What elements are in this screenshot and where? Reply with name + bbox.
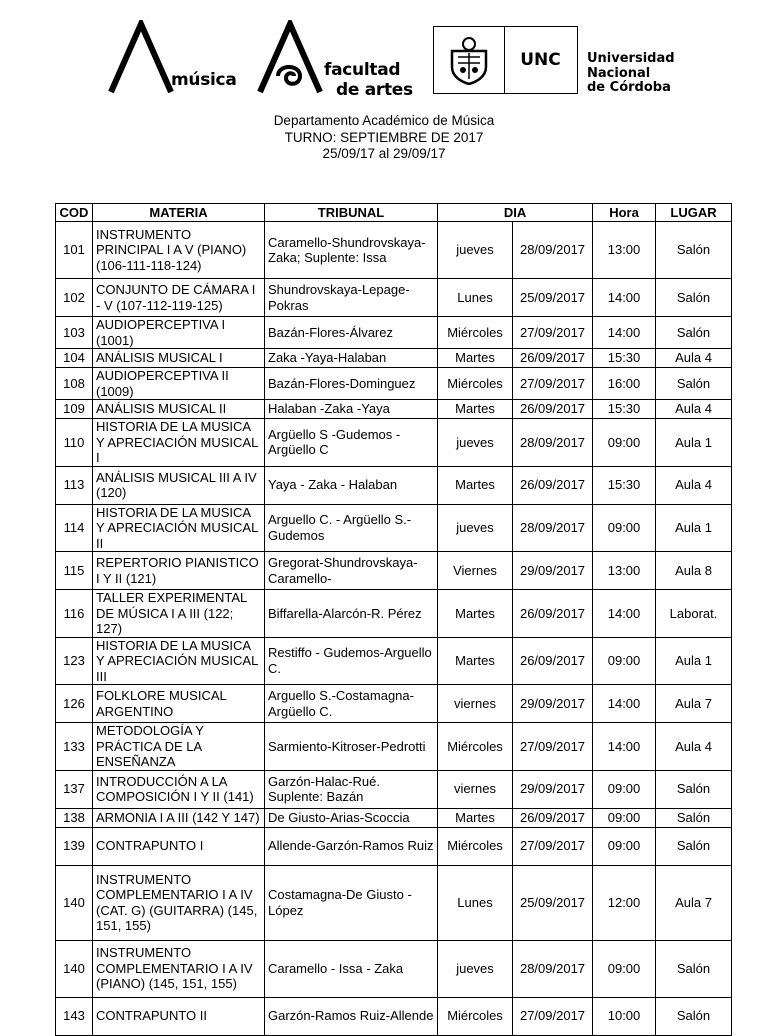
cell-fecha: 26/09/2017 (513, 590, 593, 638)
cell-hora: 13:00 (593, 552, 656, 590)
university-name-line: Universidad (587, 51, 675, 66)
table-row (56, 940, 732, 997)
cell-cod: 116 (56, 590, 93, 638)
cell-lugar: Salón (656, 808, 732, 827)
table-header-row (56, 204, 732, 222)
cell-cod: 140 (56, 865, 93, 940)
cell-cod: 143 (56, 997, 93, 1035)
cell-cod: 114 (56, 504, 93, 552)
cell-fecha: 27/09/2017 (513, 368, 593, 400)
cell-dia: Martes (438, 590, 513, 638)
cell-lugar: Aula 4 (656, 466, 732, 504)
header-materia: MATERIA (93, 204, 265, 222)
cell-lugar: Salón (656, 279, 732, 317)
cell-lugar: Aula 7 (656, 685, 732, 723)
cell-tribunal: Caramello-Shundrovskaya-Zaka; Suplente: Issa (265, 222, 438, 279)
cell-hora: 10:00 (593, 997, 656, 1035)
table-row (56, 770, 732, 808)
cell-materia: METODOLOGÍA Y PRÁCTICA DE LA ENSEÑANZA (93, 723, 265, 771)
turn-title: TURNO: SEPTIEMBRE DE 2017 (284, 129, 484, 145)
date-range: 25/09/17 al 29/09/17 (322, 146, 446, 161)
table-row (56, 865, 732, 940)
cell-tribunal: Zaka -Yaya-Halaban (265, 349, 438, 368)
cell-tribunal: Restiffo - Gudemos-Arguello C. (265, 637, 438, 685)
cell-hora: 09:00 (593, 827, 656, 865)
logo-musica-text: música (171, 70, 237, 90)
cell-fecha: 26/09/2017 (513, 400, 593, 419)
cell-lugar: Salón (656, 317, 732, 349)
cell-fecha: 26/09/2017 (513, 637, 593, 685)
cell-hora: 14:00 (593, 590, 656, 638)
cell-hora: 09:00 (593, 637, 656, 685)
cell-hora: 14:00 (593, 723, 656, 771)
cell-materia: INSTRUMENTO COMPLEMENTARIO I A IV (CAT. G) (GUITARRA) (145, 151, 155) (93, 865, 265, 940)
unc-abbreviation: UNC (520, 50, 561, 70)
cell-lugar: Salón (656, 997, 732, 1035)
letter-a-logo-icon (107, 20, 177, 96)
cell-hora: 15:30 (593, 466, 656, 504)
cell-dia: Viernes (438, 552, 513, 590)
cell-materia: CONJUNTO DE CÁMARA I - V (107-112-119-125) (93, 279, 265, 317)
cell-materia: FOLKLORE MUSICAL ARGENTINO (93, 685, 265, 723)
cell-lugar: Salón (656, 940, 732, 997)
cell-hora: 13:00 (593, 222, 656, 279)
university-name-line: Nacional (587, 65, 651, 81)
table-row (56, 827, 732, 865)
exam-schedule-table (55, 203, 732, 1036)
logo-unc (433, 26, 578, 94)
cell-fecha: 26/09/2017 (513, 466, 593, 504)
cell-fecha: 29/09/2017 (513, 770, 593, 808)
cell-dia: jueves (438, 940, 513, 997)
cell-fecha: 28/09/2017 (513, 419, 593, 467)
cell-hora: 15:30 (593, 349, 656, 368)
logo-facultad-de-artes (256, 20, 416, 100)
cell-fecha: 25/09/2017 (513, 865, 593, 940)
table-body (56, 222, 732, 1036)
header-cod: COD (56, 204, 93, 222)
cell-dia: Miércoles (438, 827, 513, 865)
cell-materia: ANÁLISIS MUSICAL I (93, 349, 265, 368)
department-title: Departamento Académico de Música (273, 113, 495, 128)
table-row (56, 637, 732, 685)
cell-lugar: Aula 7 (656, 865, 732, 940)
cell-fecha: 27/09/2017 (513, 997, 593, 1035)
cell-tribunal: Bazán-Flores-Dominguez (265, 368, 438, 400)
cell-lugar: Aula 8 (656, 552, 732, 590)
cell-dia: Miércoles (438, 317, 513, 349)
cell-cod: 101 (56, 222, 93, 279)
coat-of-arms-icon (446, 35, 492, 85)
table-row (56, 552, 732, 590)
cell-cod: 104 (56, 349, 93, 368)
cell-tribunal: Shundrovskaya-Lepage-Pokras (265, 279, 438, 317)
cell-lugar: Laborat. (656, 590, 732, 638)
cell-cod: 108 (56, 368, 93, 400)
table-row (56, 590, 732, 638)
cell-cod: 139 (56, 827, 93, 865)
cell-fecha: 26/09/2017 (513, 349, 593, 368)
cell-dia: Miércoles (438, 368, 513, 400)
cell-materia: HISTORIA DE LA MUSICA Y APRECIACIÓN MUSICAL I (93, 419, 265, 467)
cell-lugar: Aula 4 (656, 400, 732, 419)
cell-tribunal: Yaya - Zaka - Halaban (265, 466, 438, 504)
cell-dia: viernes (438, 685, 513, 723)
cell-cod: 103 (56, 317, 93, 349)
cell-cod: 109 (56, 400, 93, 419)
cell-tribunal: Gregorat-Shundrovskaya-Caramello- (265, 552, 438, 590)
cell-hora: 15:30 (593, 400, 656, 419)
table-row (56, 368, 732, 400)
cell-fecha: 28/09/2017 (513, 222, 593, 279)
cell-materia: TALLER EXPERIMENTAL DE MÚSICA I A III (122; 127) (93, 590, 265, 638)
table-row (56, 997, 732, 1035)
cell-lugar: Aula 4 (656, 349, 732, 368)
cell-hora: 14:00 (593, 279, 656, 317)
cell-dia: Miércoles (438, 997, 513, 1035)
header-hora: Hora (593, 204, 656, 222)
cell-dia: Martes (438, 349, 513, 368)
cell-dia: Miércoles (438, 723, 513, 771)
cell-cod: 137 (56, 770, 93, 808)
cell-tribunal: Costamagna-De Giusto - López (265, 865, 438, 940)
cell-lugar: Salón (656, 222, 732, 279)
logo-artes-line2: de artes (336, 80, 413, 100)
cell-fecha: 29/09/2017 (513, 685, 593, 723)
header-lugar: LUGAR (656, 204, 732, 222)
header-dia: DIA (438, 204, 593, 222)
cell-cod: 126 (56, 685, 93, 723)
cell-materia: HISTORIA DE LA MUSICA Y APRECIACIÓN MUSICAL II (93, 504, 265, 552)
cell-dia: Martes (438, 400, 513, 419)
table-row (56, 349, 732, 368)
cell-materia: CONTRAPUNTO I (93, 827, 265, 865)
cell-dia: Lunes (438, 865, 513, 940)
letter-a-swirl-logo-icon (256, 20, 328, 96)
cell-dia: viernes (438, 770, 513, 808)
cell-dia: jueves (438, 222, 513, 279)
cell-tribunal: Garzón-Halac-Rué. Suplente: Bazán (265, 770, 438, 808)
table-row (56, 466, 732, 504)
table-row (56, 808, 732, 827)
cell-tribunal: Allende-Garzón-Ramos Ruiz (265, 827, 438, 865)
cell-tribunal: Halaban -Zaka -Yaya (265, 400, 438, 419)
cell-lugar: Salón (656, 770, 732, 808)
cell-hora: 14:00 (593, 317, 656, 349)
cell-tribunal: Garzón-Ramos Ruiz-Allende (265, 997, 438, 1035)
cell-fecha: 25/09/2017 (513, 279, 593, 317)
cell-lugar: Salón (656, 827, 732, 865)
cell-tribunal: Bazán-Flores-Álvarez (265, 317, 438, 349)
table-row (56, 723, 732, 771)
unc-seal (434, 27, 505, 93)
cell-cod: 133 (56, 723, 93, 771)
table-row (56, 317, 732, 349)
table-row (56, 685, 732, 723)
cell-fecha: 27/09/2017 (513, 723, 593, 771)
logo-musica (107, 20, 247, 96)
cell-dia: Martes (438, 466, 513, 504)
cell-materia: AUDIOPERCEPTIVA II (1009) (93, 368, 265, 400)
cell-hora: 12:00 (593, 865, 656, 940)
cell-dia: jueves (438, 504, 513, 552)
cell-hora: 16:00 (593, 368, 656, 400)
cell-cod: 115 (56, 552, 93, 590)
document-title (184, 113, 584, 163)
cell-cod: 110 (56, 419, 93, 467)
cell-lugar: Salón (656, 368, 732, 400)
table-row (56, 222, 732, 279)
cell-materia: ANÁLISIS MUSICAL II (93, 400, 265, 419)
cell-tribunal: Arguello C. - Argüello S.- Gudemos (265, 504, 438, 552)
cell-fecha: 26/09/2017 (513, 808, 593, 827)
cell-fecha: 28/09/2017 (513, 504, 593, 552)
cell-dia: Martes (438, 637, 513, 685)
cell-hora: 09:00 (593, 419, 656, 467)
cell-cod: 113 (56, 466, 93, 504)
cell-fecha: 28/09/2017 (513, 940, 593, 997)
cell-hora: 09:00 (593, 808, 656, 827)
cell-materia: HISTORIA DE LA MUSICA Y APRECIACIÓN MUSICAL III (93, 637, 265, 685)
cell-tribunal: Arguello S.-Costamagna-Argüello C. (265, 685, 438, 723)
cell-lugar: Aula 4 (656, 723, 732, 771)
cell-lugar: Aula 1 (656, 419, 732, 467)
cell-hora: 09:00 (593, 504, 656, 552)
university-name (587, 52, 675, 96)
cell-tribunal: Argüello S -Gudemos - Argüello C (265, 419, 438, 467)
cell-dia: Martes (438, 808, 513, 827)
cell-dia: Lunes (438, 279, 513, 317)
table-row (56, 419, 732, 467)
cell-lugar: Aula 1 (656, 504, 732, 552)
cell-fecha: 27/09/2017 (513, 827, 593, 865)
cell-materia: INSTRUMENTO PRINCIPAL I A V (PIANO) (106-111-118-124) (93, 222, 265, 279)
university-name-line: de Córdoba (587, 80, 671, 95)
cell-lugar: Aula 1 (656, 637, 732, 685)
cell-materia: ANÁLISIS MUSICAL III A IV (120) (93, 466, 265, 504)
cell-cod: 138 (56, 808, 93, 827)
cell-tribunal: Biffarella-Alarcón-R. Pérez (265, 590, 438, 638)
cell-hora: 09:00 (593, 770, 656, 808)
cell-dia: jueves (438, 419, 513, 467)
cell-materia: INTRODUCCIÓN A LA COMPOSICIÓN I Y II (141) (93, 770, 265, 808)
table-row (56, 400, 732, 419)
cell-materia: INSTRUMENTO COMPLEMENTARIO I A IV (PIANO) (145, 151, 155) (93, 940, 265, 997)
cell-materia: AUDIOPERCEPTIVA I (1001) (93, 317, 265, 349)
cell-tribunal: Caramello - Issa - Zaka (265, 940, 438, 997)
cell-hora: 14:00 (593, 685, 656, 723)
cell-hora: 09:00 (593, 940, 656, 997)
table-row (56, 279, 732, 317)
cell-cod: 123 (56, 637, 93, 685)
header-tribunal: TRIBUNAL (265, 204, 438, 222)
cell-fecha: 27/09/2017 (513, 317, 593, 349)
cell-tribunal: De Giusto-Arias-Scoccia (265, 808, 438, 827)
cell-materia: REPERTORIO PIANISTICO I Y II (121) (93, 552, 265, 590)
cell-cod: 102 (56, 279, 93, 317)
cell-fecha: 29/09/2017 (513, 552, 593, 590)
cell-materia: ARMONIA I A III (142 Y 147) (93, 808, 265, 827)
cell-tribunal: Sarmiento-Kitroser-Pedrotti (265, 723, 438, 771)
cell-cod: 140 (56, 940, 93, 997)
cell-materia: CONTRAPUNTO II (93, 997, 265, 1035)
logo-artes-line1: facultad (324, 60, 401, 80)
table-row (56, 504, 732, 552)
